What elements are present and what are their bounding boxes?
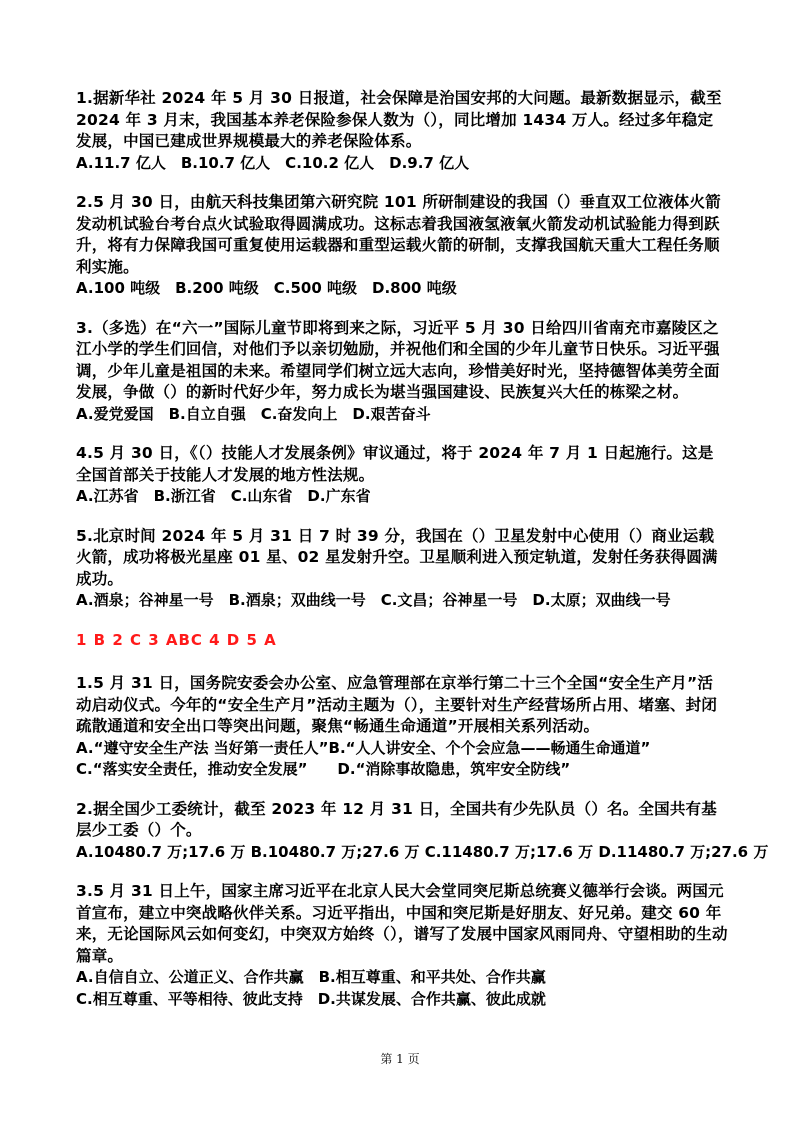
- question-options: A.自信自立、公道正义、合作共赢 B.相互尊重、和平共处、合作共赢: [76, 968, 546, 986]
- question-text: 1.据新华社 2024 年 5 月 30 日报道，社会保障是治国安邦的大问题。最新数据显示，截至 2024 年 3 月末，我国基本养老保险参保人数为（），同比增加 1434 万人。经过多年稳定发展，中国已建成世界规模最大的养老保险体系。: [76, 89, 722, 150]
- question-options: A.爱党爱国 B.自立自强 C.奋发向上 D.艰苦奋斗: [76, 404, 431, 423]
- answer-key: 1 B 2 C 3 ABC 4 D 5 A: [76, 630, 277, 649]
- question-block: [76, 443, 728, 508]
- question-options: C.相互尊重、平等相待、彼此支持 D.共谋发展、合作共赢、彼此成就: [76, 989, 546, 1008]
- question-options: A.10480.7 万;17.6 万 B.10480.7 万;27.6 万 C.11480.7 万;17.6 万 D.11480.7 万;27.6 万: [76, 842, 769, 861]
- question-block: [76, 673, 728, 781]
- question-block: [76, 881, 728, 1010]
- question-block: [76, 318, 728, 426]
- question-text: 2.据全国少工委统计，截至 2023 年 12 月 31 日，全国共有少先队员（）名。全国共有基层少工委（）个。: [76, 799, 717, 839]
- question-options: A.100 吨级 B.200 吨级 C.500 吨级 D.800 吨级: [76, 279, 457, 297]
- question-text: 2.5 月 30 日，由航天科技集团第六研究院 101 所研制建设的我国（）垂直双工位液体火箭发动机试验台考台点火试验取得圆满成功。这标志着我国液氢液氧火箭发动机试验能力得到跃升，将有力保障我国可重复使用运载器和重型运载火箭的研制，支撑我国航天重大工程任务顺利实施。: [76, 193, 721, 276]
- question-text: 5.北京时间 2024 年 5 月 31 日 7 时 39 分，我国在（）卫星发射中心使用（）商业运载火箭，成功将极光星座 01 星、02 星发射升空。卫星顺利进入预定轨道，发射任务获得圆满成功。: [76, 526, 718, 588]
- question-block: [76, 799, 769, 864]
- question-block: [76, 192, 728, 300]
- question-text: 1.5 月 31 日，国务院安委会办公室、应急管理部在京举行第二十三个全国“安全生产月”活动启动仪式。今年的“安全生产月”活动主题为（），主要针对生产经营场所占用、堵塞、封闭疏散通道和安全出口等突出问题，聚焦“畅通生命通道”开展相关系列活动。: [76, 674, 718, 735]
- question-options: A.“遵守安全生产法 当好第一责任人”B.“人人讲安全、个个会应急——畅通生命通道”: [76, 738, 651, 757]
- question-options: A.酒泉；谷神星一号 B.酒泉；双曲线一号 C.文昌；谷神星一号 D.太原；双曲线一号: [76, 591, 671, 609]
- document-body: [76, 88, 769, 1028]
- question-text: 3.5 月 31 日上午，国家主席习近平在北京人民大会堂同突尼斯总统赛义德举行会谈。两国元首宣布，建立中突战略伙伴关系。习近平指出，中国和突尼斯是好朋友、好兄弟。建交 60 年来，无论国际风云如何变幻，中突双方始终（），谱写了发展中国家风雨同舟、守望相助的生动篇章。: [76, 882, 728, 965]
- question-block: [76, 88, 728, 174]
- question-options: C.“落实安全责任，推动安全发展” D.“消除事故隐患，筑牢安全防线”: [76, 760, 571, 778]
- question-options: A.11.7 亿人 B.10.7 亿人 C.10.2 亿人 D.9.7 亿人: [76, 153, 470, 172]
- question-options: A.江苏省 B.浙江省 C.山东省 D.广东省: [76, 487, 371, 505]
- question-text: 3.（多选）在“六一”国际儿童节即将到来之际，习近平 5 月 30 日给四川省南充市嘉陵区之江小学的学生们回信，对他们予以亲切勉励，并祝他们和全国的少年儿童节日快乐。习近平强调，少年儿童是祖国的未来。希望同学们树立远大志向，珍惜美好时光，坚持德智体美劳全面发展，争做（）的新时代好少年，努力成长为堪当强国建设、民族复兴大任的栋梁之材。: [76, 318, 720, 401]
- question-block: [76, 526, 728, 612]
- question-text: 4.5 月 30 日，《（）技能人才发展条例》审议通过，将于 2024 年 7 月 1 日起施行。这是全国首部关于技能人才发展的地方性法规。: [76, 444, 714, 484]
- page-number: 第 1 页: [380, 1052, 420, 1066]
